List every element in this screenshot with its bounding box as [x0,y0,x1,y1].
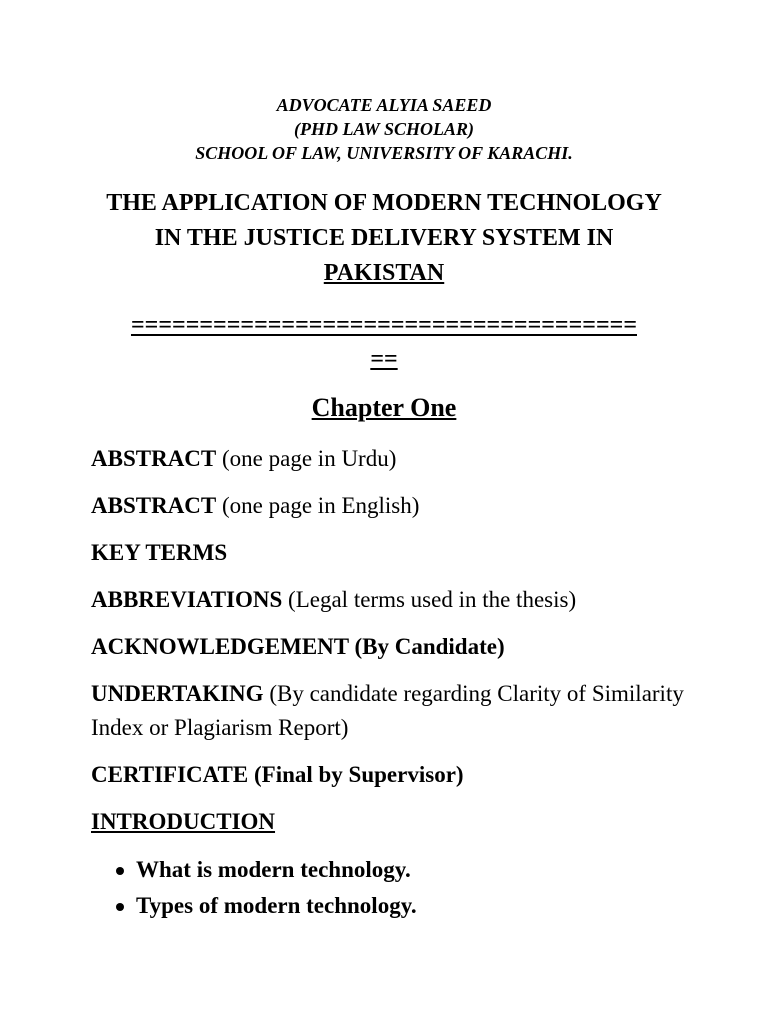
bullet-text: Types of modern technology. [136,893,417,918]
entry-note: (By candidate regarding Clarity of Similarity Index or Plagiarism Report) [91,681,684,740]
contents-list [91,442,711,924]
entry-note: (Legal terms used in the thesis) [282,587,577,612]
entry-label: UNDERTAKING [91,681,264,706]
entry-note: (one page in Urdu) [216,446,397,471]
title-line-1: THE APPLICATION OF MODERN TECHNOLOGY [106,190,662,216]
author-role: (PHD LAW SCHOLAR) [293,119,475,139]
entry-certificate [91,758,711,792]
entry-note: (one page in English) [216,493,420,518]
author-affiliation: SCHOOL OF LAW, UNIVERSITY OF KARACHI. [195,143,573,163]
separator-rule [60,308,708,376]
entry-acknowledgement [91,630,711,664]
entry-abstract-urdu [91,442,711,476]
bullet-text: What is modern technology. [136,857,411,882]
bullet-icon [116,867,124,875]
document-title [60,186,708,291]
introduction-section [91,805,711,839]
title-line-3: PAKISTAN [323,260,445,286]
entry-key-terms [91,536,711,570]
separator-line-2: == [370,346,398,372]
author-name: ADVOCATE ALYIA SAEED [276,95,492,115]
bullet-icon [116,903,124,911]
title-line-2: IN THE JUSTICE DELIVERY SYSTEM IN [154,225,614,251]
entry-label: CERTIFICATE (Final by Supervisor) [91,762,464,787]
list-item [91,852,711,888]
list-item [91,888,711,924]
separator-line-1: ===================================== [130,312,637,338]
introduction-bullets [91,852,711,924]
author-block [0,93,768,165]
introduction-heading: INTRODUCTION [91,809,276,834]
entry-label: ACKNOWLEDGEMENT (By Candidate) [91,634,505,659]
entry-label: ABSTRACT [91,493,217,518]
entry-label: ABBREVIATIONS [91,587,283,612]
entry-abbreviations [91,583,711,617]
entry-label: KEY TERMS [91,540,228,565]
entry-undertaking [91,677,711,745]
entry-abstract-english [91,489,711,523]
entry-label: ABSTRACT [91,446,217,471]
chapter-heading: Chapter One [311,393,457,422]
